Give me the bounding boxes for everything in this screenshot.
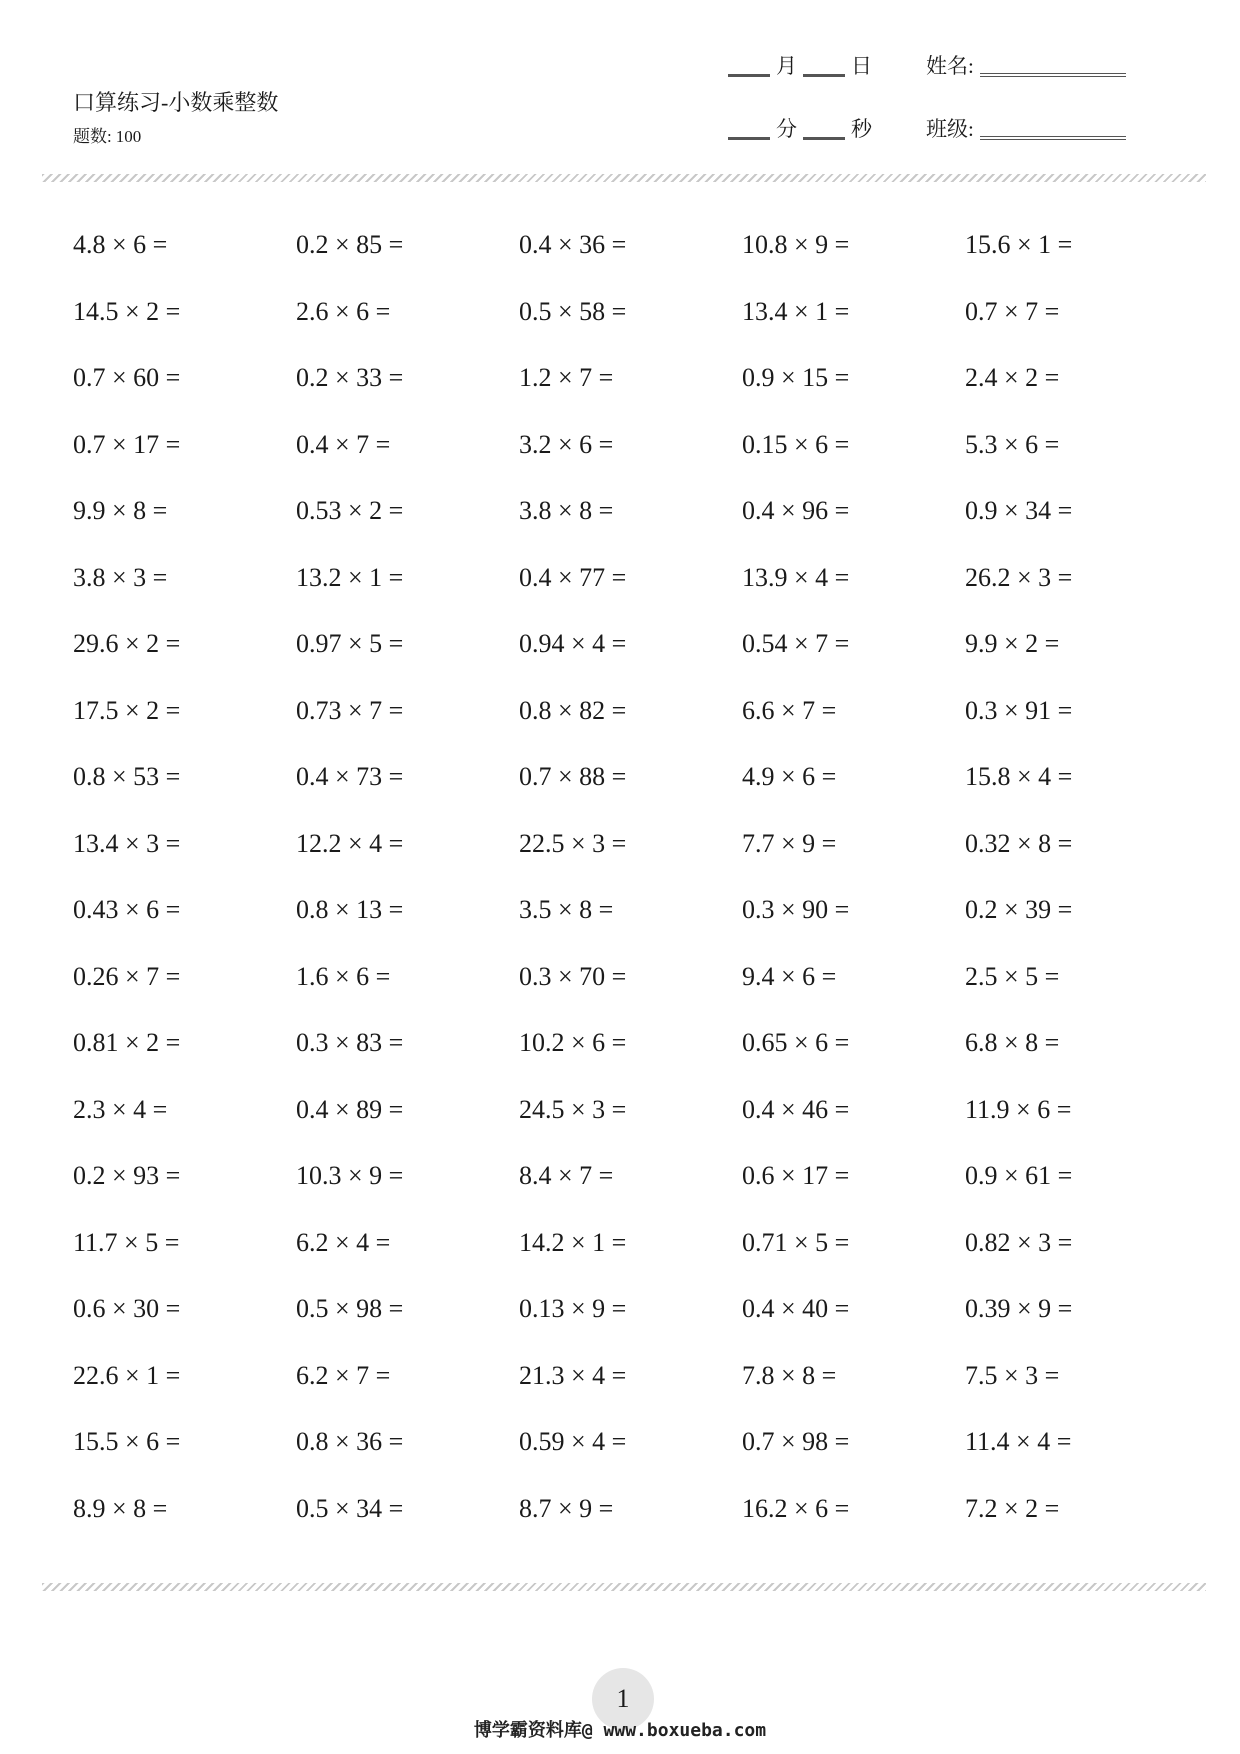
problem-item: 24.5 × 3 = [519, 1094, 627, 1124]
problem-item: 0.39 × 9 = [965, 1294, 1073, 1323]
problem-item: 11.4 × 4 = [965, 1427, 1072, 1456]
problem-item: 0.8 × 82 = [519, 695, 627, 725]
problem-item: 4.8 × 6 = [73, 230, 168, 259]
problem-item: 0.97 × 5 = [296, 629, 404, 658]
problem-item: 0.7 × 60 = [73, 363, 181, 392]
problem-item: 7.7 × 9 = [742, 828, 837, 858]
problem-item: 3.8 × 8 = [519, 496, 614, 525]
problem-item: 0.2 × 33 = [296, 363, 404, 392]
problem-item: 6.2 × 7 = [296, 1360, 391, 1390]
problem-item: 10.8 × 9 = [742, 230, 850, 259]
problem-item: 0.3 × 90 = [742, 895, 850, 924]
date-and-name-row [728, 50, 1126, 80]
problem-item: 2.5 × 5 = [965, 961, 1060, 991]
problem-item: 16.2 × 6 = [742, 1493, 850, 1523]
day-label: 日 [851, 54, 872, 78]
problem-item: 0.59 × 4 = [519, 1427, 627, 1456]
problem-item: 15.6 × 1 = [965, 230, 1073, 259]
problem-item: 10.3 × 9 = [296, 1161, 404, 1190]
problem-item: 0.9 × 61 = [965, 1161, 1073, 1190]
problem-item: 21.3 × 4 = [519, 1360, 627, 1390]
problem-item: 26.2 × 3 = [965, 562, 1073, 592]
problem-item: 14.2 × 1 = [519, 1227, 627, 1257]
problem-item: 13.2 × 1 = [296, 562, 404, 592]
problem-item: 0.6 × 30 = [73, 1294, 181, 1323]
problem-item: 9.9 × 8 = [73, 496, 168, 525]
day-blank[interactable] [803, 74, 845, 77]
page-number: 1 [592, 1668, 654, 1730]
problem-item: 15.5 × 6 = [73, 1427, 181, 1456]
problem-item: 8.9 × 8 = [73, 1493, 168, 1523]
problem-item: 0.26 × 7 = [73, 961, 181, 991]
problem-item: 0.4 × 73 = [296, 762, 404, 791]
problem-item: 1.6 × 6 = [296, 961, 391, 991]
problem-item: 0.5 × 58 = [519, 296, 627, 326]
problem-item: 0.7 × 98 = [742, 1427, 850, 1456]
problem-item: 12.2 × 4 = [296, 828, 404, 858]
problem-item: 0.8 × 13 = [296, 895, 404, 924]
problem-item: 0.4 × 36 = [519, 230, 627, 259]
problem-count-value: 100 [115, 127, 142, 146]
problem-item: 0.2 × 85 = [296, 230, 404, 259]
problem-item: 0.73 × 7 = [296, 695, 404, 725]
problem-item: 8.7 × 9 = [519, 1493, 614, 1523]
problem-item: 0.8 × 36 = [296, 1427, 404, 1456]
problem-item: 11.7 × 5 = [73, 1227, 180, 1257]
minute-label: 分 [776, 117, 797, 141]
problem-item: 2.3 × 4 = [73, 1094, 168, 1124]
problem-item: 0.15 × 6 = [742, 429, 850, 459]
problem-item: 0.54 × 7 = [742, 629, 850, 658]
problem-item: 14.5 × 2 = [73, 296, 181, 326]
problem-item: 5.3 × 6 = [965, 429, 1060, 459]
problem-item: 7.2 × 2 = [965, 1493, 1060, 1523]
month-blank[interactable] [728, 74, 770, 77]
problem-item: 0.5 × 98 = [296, 1294, 404, 1323]
problem-item: 0.3 × 70 = [519, 961, 627, 991]
problem-item: 0.4 × 7 = [296, 429, 391, 459]
problem-item: 7.5 × 3 = [965, 1360, 1060, 1390]
problem-item: 0.81 × 2 = [73, 1028, 181, 1057]
problem-item: 0.6 × 17 = [742, 1161, 850, 1190]
problem-item: 0.7 × 88 = [519, 762, 627, 791]
problem-item: 0.82 × 3 = [965, 1227, 1073, 1257]
problem-item: 13.9 × 4 = [742, 562, 850, 592]
problem-item: 6.6 × 7 = [742, 695, 837, 725]
problem-item: 13.4 × 1 = [742, 296, 850, 326]
problem-item: 0.13 × 9 = [519, 1294, 627, 1323]
month-label: 月 [776, 54, 797, 78]
problem-item: 0.53 × 2 = [296, 496, 404, 525]
problem-item: 0.3 × 91 = [965, 695, 1073, 725]
problem-item: 0.2 × 39 = [965, 895, 1073, 924]
problem-item: 9.9 × 2 = [965, 629, 1060, 658]
worksheet-title: 口算练习-小数乘整数 [73, 90, 279, 115]
problem-item: 29.6 × 2 = [73, 629, 181, 658]
problem-item: 0.4 × 96 = [742, 496, 850, 525]
problem-item: 13.4 × 3 = [73, 828, 181, 858]
problem-item: 0.9 × 34 = [965, 496, 1073, 525]
problem-item: 2.6 × 6 = [296, 296, 391, 326]
problem-count-label: 题数: [73, 127, 112, 146]
problem-item: 0.4 × 77 = [519, 562, 627, 592]
second-blank[interactable] [803, 137, 845, 140]
watermark: 博学霸资料库@ www.boxueba.com [473, 1720, 767, 1741]
problem-item: 3.8 × 3 = [73, 562, 168, 592]
problem-item: 17.5 × 2 = [73, 695, 181, 725]
problem-item: 7.8 × 8 = [742, 1360, 837, 1390]
class-field[interactable] [980, 136, 1126, 140]
name-field[interactable] [980, 73, 1126, 77]
problem-item: 1.2 × 7 = [519, 363, 614, 392]
problem-item: 0.94 × 4 = [519, 629, 627, 658]
problem-item: 22.5 × 3 = [519, 828, 627, 858]
problem-item: 10.2 × 6 = [519, 1028, 627, 1057]
minute-blank[interactable] [728, 137, 770, 140]
problem-item: 0.2 × 93 = [73, 1161, 181, 1190]
problem-item: 4.9 × 6 = [742, 762, 837, 791]
problem-item: 0.5 × 34 = [296, 1493, 404, 1523]
problem-item: 9.4 × 6 = [742, 961, 837, 991]
problem-item: 0.3 × 83 = [296, 1028, 404, 1057]
problem-item: 6.2 × 4 = [296, 1227, 391, 1257]
problem-item: 2.4 × 2 = [965, 363, 1060, 392]
problem-item: 0.4 × 40 = [742, 1294, 850, 1323]
problem-item: 3.2 × 6 = [519, 429, 614, 459]
problem-item: 0.32 × 8 = [965, 828, 1073, 858]
class-label: 班级: [926, 117, 974, 141]
problem-item: 3.5 × 8 = [519, 895, 614, 924]
problem-item: 11.9 × 6 = [965, 1094, 1072, 1124]
problem-item: 15.8 × 4 = [965, 762, 1073, 791]
problem-item: 0.9 × 15 = [742, 363, 850, 392]
problem-item: 0.4 × 46 = [742, 1094, 850, 1124]
problem-count [73, 122, 141, 147]
problem-item: 8.4 × 7 = [519, 1161, 614, 1190]
time-and-class-row [728, 113, 1126, 143]
top-divider [42, 174, 1206, 182]
problem-item: 22.6 × 1 = [73, 1360, 181, 1390]
problem-item: 6.8 × 8 = [965, 1028, 1060, 1057]
problem-item: 0.8 × 53 = [73, 762, 181, 791]
problem-item: 0.7 × 7 = [965, 296, 1060, 326]
name-label: 姓名: [926, 54, 974, 78]
problem-item: 0.4 × 89 = [296, 1094, 404, 1124]
second-label: 秒 [851, 117, 872, 141]
problem-item: 0.7 × 17 = [73, 429, 181, 459]
bottom-divider [42, 1583, 1206, 1591]
problem-item: 0.43 × 6 = [73, 895, 181, 924]
problem-item: 0.65 × 6 = [742, 1028, 850, 1057]
problem-item: 0.71 × 5 = [742, 1227, 850, 1257]
